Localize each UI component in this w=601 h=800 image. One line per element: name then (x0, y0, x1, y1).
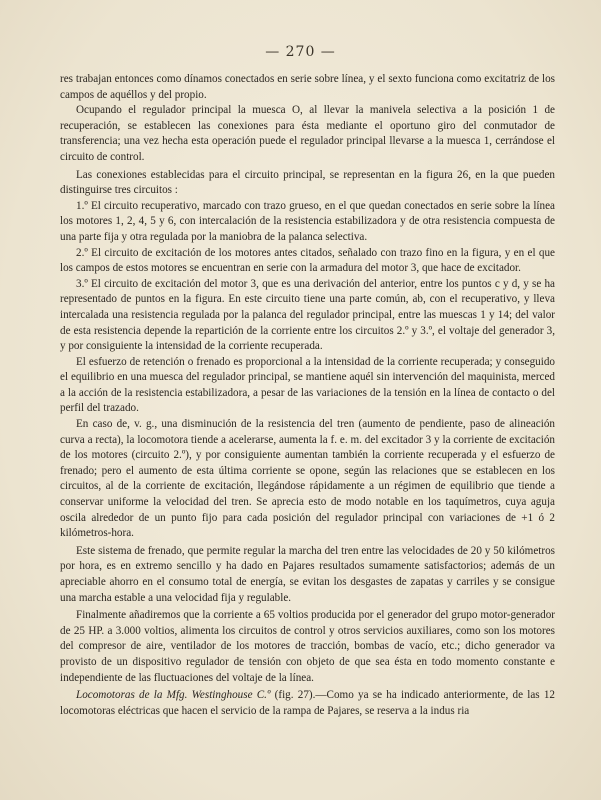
list-item-circuito-2: 2.º El circuito de excitación de los motores antes citados, señalado con trazo fino en la figura, y en el que los campos de estos motores se encuentran en serie con la armadura del motor 3, que hace de excitador. (60, 246, 555, 275)
section-italic-title: Locomotoras de la Mfg. Westinghouse C.º (76, 689, 271, 702)
paragraph-conexiones: Las conexiones establecidas para el circuito principal, se representan en la figura 26, en la que pueden distinguirse tres circuitos : (60, 168, 555, 197)
paragraph-locomotoras-westinghouse (60, 688, 555, 719)
paragraph-continuation: res trabajan entonces como dínamos conectados en serie sobre línea, y el sexto funciona como excitatriz de los campos de aquéllos y del propio. (60, 73, 555, 101)
list-item-circuito-3: 3.º El circuito de excitación del motor 3, que es una derivación del anterior, entre los puntos c y d, y se ha representado de puntos en la figura. En este circuito tiene una parte común, ab, con el recuperativo, y lleva intercalada una resistencia regulada por la palanca del regulador principal, entre las muescas 1 y 14; del valor de esta resistencia depende la repartición de la corriente entre los circuitos 2.º y 3.º, el voltaje del generador 3, y por consiguiente la intensidad de la corriente recuperada. (60, 277, 555, 353)
paragraph-esfuerzo-retencion: El esfuerzo de retención o frenado es proporcional a la intensidad de la corriente recuperada; y conseguido el equilibrio en una muesca del regulador principal, se mantiene aquél sin intervención del maquinista, merced a la acción de la resistencia estabilizadora, a pesar de las variaciones de la tensión en la línea de contacto o del perfil del trazado. (60, 355, 555, 415)
list-item-circuito-1: 1.º El circuito recuperativo, marcado con trazo grueso, en el que quedan conectados en serie sobre la línea los motores 1, 2, 4, 5 y 6, con intercalación de la resistencia estabilizadora y de otra resistencia compuesta de una parte fija y otra regulada por la maniobra de la palanca selectiva. (60, 199, 555, 243)
paragraph-sistema-frenado: Este sistema de frenado, que permite regular la marcha del tren entre las velocidades de 20 y 50 kilómetros por hora, es en extremo sencillo y ha dado en Pajares resultados sumamente satisfactorios; además de un apreciable ahorro en el consumo total de energía, se evitan los desgastes de zapatas y carriles y se consigue una marcha estable a una velocidad fija y regulable. (60, 544, 555, 604)
body-text (60, 72, 555, 719)
paragraph-recuperacion: Ocupando el regulador principal la muesca O, al llevar la manivela selectiva a la posición 1 de recuperación, se establecen las conexiones para ésta mediante el oportuno giro del conmutador de transferencia; una vez hecha esta operación puede el regulador principal llevarse a la muesca 1, cerrándose el circuito de control. (60, 104, 555, 163)
paragraph-finalmente: Finalmente añadiremos que la corriente a 65 voltios producida por el generador del grupo motor-generador de 25 HP. a 3.000 voltios, alimenta los circuitos de control y otros servicios auxiliares, como son los motores del compresor de aire, ventilador de los motores de tracción, bombas de vacío, etc.; dicho generador va provisto de un dispositivo regulador de tensión con objeto de que sea ésta en todo momento constante e independiente de las fluctuaciones del voltaje de la línea. (60, 609, 555, 684)
section-paragraph-text: (fig. 27).—Como ya se ha indicado anteriormente, de las 12 locomotoras eléctricas que hacen el servicio de la rampa de Pajares, se reserva a la indus ria (60, 689, 555, 717)
page-number: — 270 — (265, 44, 336, 60)
paragraph-caso-disminucion: En caso de, v. g., una disminución de la resistencia del tren (aumento de pendiente, paso de alineación curva a recta), la locomotora tiende a acelerarse, aumenta la f. e. m. del excitador 3 y la corriente de excitación de los motores (circuito 2.º), y por consiguiente aumentan también la corriente recuperada y el esfuerzo de frenado; pero el aumento de esta última corriente se opone, según las relaciones que se establecen en los circuitos, al de la corriente de excitación, llegándose rápidamente a un régimen de equilibrio que tiende a conservar uniforme la velocidad del tren. Se aprecia esto de modo notable en los taquímetros, cuya aguja oscila alrededor de un punto fijo para cada posición del regulador principal con variaciones de +1 ó 2 kilómetros-hora. (60, 418, 555, 540)
